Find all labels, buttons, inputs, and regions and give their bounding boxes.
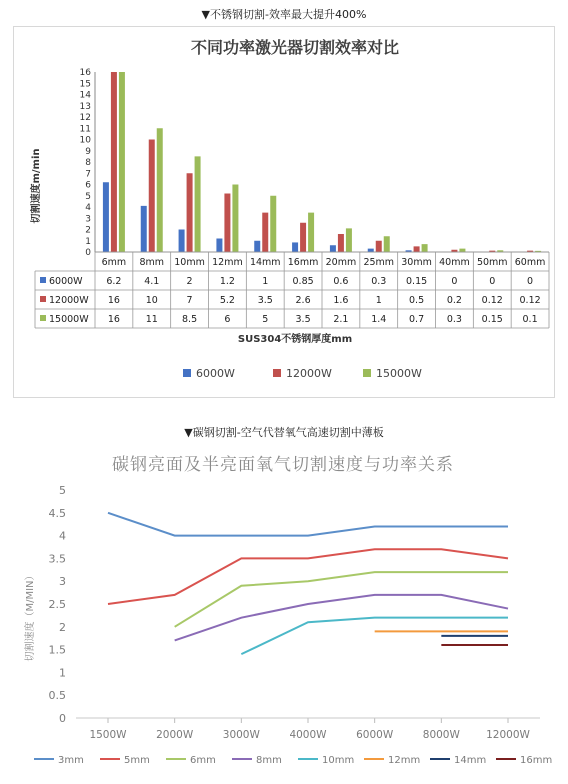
chart2-legend-label: 3mm (58, 755, 84, 766)
chart1-bar (308, 213, 314, 252)
chart1-y-tick-label: 13 (79, 101, 91, 112)
chart2-x-tick-label: 2000W (156, 729, 194, 741)
chart1-category-label: 20mm (325, 257, 357, 268)
chart2-y-tick-label: 2.5 (48, 598, 66, 611)
chart1-category-label: 50mm (476, 257, 508, 268)
chart1-table-value: 0.7 (409, 314, 425, 325)
chart1-bar (292, 242, 298, 252)
chart1-category-label: 25mm (363, 257, 395, 268)
chart1-x-axis-label: SUS304不锈钢厚度mm (237, 334, 353, 345)
chart1-bar (368, 249, 374, 252)
chart2-x-tick-label: 4000W (289, 729, 327, 741)
chart1-table-value: 0.12 (481, 295, 503, 306)
chart1-legend-label: 6000W (196, 367, 235, 380)
chart2-x-tick-label: 3000W (222, 729, 260, 741)
chart1-bar (330, 245, 336, 252)
chart1-table-legend-key (40, 315, 46, 321)
chart1-category-label: 6mm (101, 257, 127, 268)
chart1-y-tick-label: 3 (85, 214, 91, 225)
chart1-bar (414, 246, 420, 252)
chart1-table-value: 0 (527, 276, 534, 287)
chart1-table-value: 1.4 (371, 314, 387, 325)
chart1-y-tick-label: 12 (79, 113, 91, 123)
chart2-x-tick-label: 6000W (356, 729, 394, 741)
chart1-category-label: 8mm (139, 257, 165, 268)
chart1-bar (179, 230, 185, 253)
chart1-y-tick-label: 4 (85, 203, 91, 213)
chart2-y-axis-label: 切割速度（M/MIN） (25, 570, 36, 662)
chart1-table-value: 0.5 (409, 295, 425, 306)
chart1-table-value: 0.6 (333, 276, 349, 287)
chart1-table-value: 0.15 (406, 276, 428, 287)
chart2-legend-label: 6mm (190, 755, 216, 766)
chart1-y-tick-label: 8 (85, 158, 91, 168)
chart1-bar (459, 249, 465, 252)
chart1-table-value: 0.12 (519, 295, 541, 306)
chart1-bar (103, 182, 109, 252)
chart1-y-tick-label: 1 (85, 236, 91, 247)
chart1-table-legend-key (40, 277, 46, 283)
chart1-y-tick-label: 5 (85, 191, 91, 202)
chart2-y-tick-label: 0 (59, 712, 66, 725)
chart1-table-value: 3.5 (257, 295, 273, 306)
chart2-legend-label: 8mm (256, 755, 282, 766)
chart1-table-series-name: 12000W (49, 295, 89, 306)
chart1-table-value: 8.5 (182, 314, 198, 325)
chart1-table-value: 3.5 (295, 314, 311, 325)
chart1-y-tick-label: 14 (79, 90, 91, 101)
chart1-table-value: 10 (145, 295, 158, 306)
chart2-x-tick-label: 12000W (486, 729, 530, 741)
chart1-table-value: 0 (451, 276, 458, 287)
chart1-y-tick-label: 0 (85, 248, 91, 258)
chart2-y-tick-label: 1.5 (48, 643, 66, 657)
chart1-table-value: 16 (107, 314, 120, 325)
chart2-y-tick-label: 5 (59, 484, 66, 497)
chart1-bar (224, 194, 230, 253)
chart1-bar (384, 236, 390, 252)
chart1-bar (187, 173, 193, 252)
chart1-bar (300, 223, 306, 252)
chart1-bar (422, 244, 428, 252)
chart2-legend-label: 10mm (322, 755, 355, 766)
chart2-legend-label: 14mm (454, 755, 487, 766)
chart1-table-value: 6.2 (106, 276, 122, 287)
chart1-bar (141, 206, 147, 252)
chart1-table-value: 1.2 (219, 276, 235, 287)
chart1-category-label: 16mm (287, 257, 319, 268)
chart1-table-value: 0.3 (371, 276, 387, 287)
chart1-table-value: 0.3 (446, 314, 462, 325)
chart1-category-label: 60mm (514, 257, 546, 268)
chart1-table-value: 5.2 (219, 295, 235, 306)
chart2-legend-label: 16mm (520, 755, 553, 766)
chart2-y-tick-label: 2 (59, 620, 66, 634)
chart1-category-label: 40mm (439, 257, 470, 268)
chart2-y-tick-label: 0.5 (48, 689, 66, 703)
chart2-y-tick-label: 4.5 (48, 506, 66, 520)
chart1-table-series-name: 6000W (49, 276, 83, 287)
chart2-y-tick-label: 4 (59, 529, 66, 543)
chart1-y-axis-label: 切割速度m/min (31, 148, 42, 224)
chart1-table-value: 0 (489, 276, 496, 287)
chart2-y-tick-label: 3 (59, 575, 66, 589)
chart2-x-tick-label: 8000W (422, 729, 460, 741)
stainless-steel-bar-chart (13, 26, 555, 398)
chart1-table-value: 5 (262, 314, 269, 325)
chart1-y-tick-label: 10 (79, 135, 91, 146)
chart2-title: 碳钢亮面及半亮面氧气切割速度与功率关系 (112, 455, 454, 475)
chart1-y-tick-label: 2 (85, 225, 91, 236)
chart1-bar (270, 196, 276, 252)
chart1-table-value: 0.2 (446, 295, 462, 306)
chart1-legend-label: 12000W (286, 367, 332, 380)
chart1-table-value: 6 (224, 314, 231, 325)
chart1-bar (119, 72, 125, 252)
chart1-table-value: 2.1 (333, 314, 349, 325)
chart1-bar (376, 241, 382, 252)
chart1-bar (216, 239, 222, 253)
chart1-y-tick-label: 6 (85, 180, 91, 191)
carbon-steel-line-chart (0, 440, 568, 780)
chart1-table-value: 16 (107, 295, 120, 306)
bottom-chart-caption: ▼碳钢切割-空气代替氧气高速切割中薄板 (184, 426, 384, 439)
chart1-bar (111, 72, 117, 252)
chart2-y-tick-label: 3.5 (48, 552, 66, 566)
chart1-table-value: 4.1 (144, 276, 160, 287)
chart1-y-tick-label: 16 (79, 68, 91, 78)
chart1-category-label: 14mm (249, 257, 281, 268)
chart1-table-value: 2.6 (295, 295, 311, 306)
chart1-y-tick-label: 9 (85, 146, 91, 157)
chart1-title: 不同功率激光器切割效率对比 (190, 38, 400, 57)
chart1-legend-swatch (363, 369, 371, 377)
chart1-category-label: 12mm (212, 257, 243, 268)
chart1-table-legend-key (40, 296, 46, 302)
chart1-table-value: 1 (262, 276, 269, 287)
chart1-table-series-name: 15000W (49, 314, 89, 325)
chart1-table-value: 0.15 (481, 314, 503, 325)
chart1-legend-label: 15000W (376, 367, 422, 380)
chart1-bar (338, 234, 344, 252)
chart1-y-tick-label: 7 (85, 169, 91, 180)
chart1-table-value: 1.6 (333, 295, 349, 306)
chart2-legend-label: 5mm (124, 755, 150, 766)
top-chart-caption: ▼不锈钢切割-效率最大提升400% (201, 8, 367, 21)
chart1-table-value: 1 (375, 295, 382, 306)
chart1-category-label: 10mm (174, 257, 205, 268)
chart1-bar (254, 241, 260, 252)
chart1-y-tick-label: 11 (79, 124, 91, 135)
chart1-category-label: 30mm (401, 257, 432, 268)
chart2-series-line (108, 513, 508, 536)
chart1-bar (149, 140, 155, 253)
chart1-table-value: 0.85 (292, 276, 314, 287)
chart2-x-tick-label: 1500W (89, 729, 127, 741)
chart2-y-tick-label: 1 (59, 666, 66, 680)
chart1-table-value: 7 (186, 295, 193, 306)
chart1-bar (232, 185, 238, 253)
chart2-legend-label: 12mm (388, 755, 421, 766)
chart1-legend-swatch (183, 369, 191, 377)
chart1-table-value: 0.1 (522, 314, 538, 325)
chart1-bar (262, 213, 268, 252)
chart1-bar (157, 128, 163, 252)
chart1-table-value: 2 (186, 276, 193, 287)
chart1-table-value: 11 (145, 314, 158, 325)
chart1-bar (195, 156, 201, 252)
chart1-legend-swatch (273, 369, 281, 377)
chart1-y-tick-label: 15 (79, 79, 91, 90)
chart1-bar (346, 228, 352, 252)
